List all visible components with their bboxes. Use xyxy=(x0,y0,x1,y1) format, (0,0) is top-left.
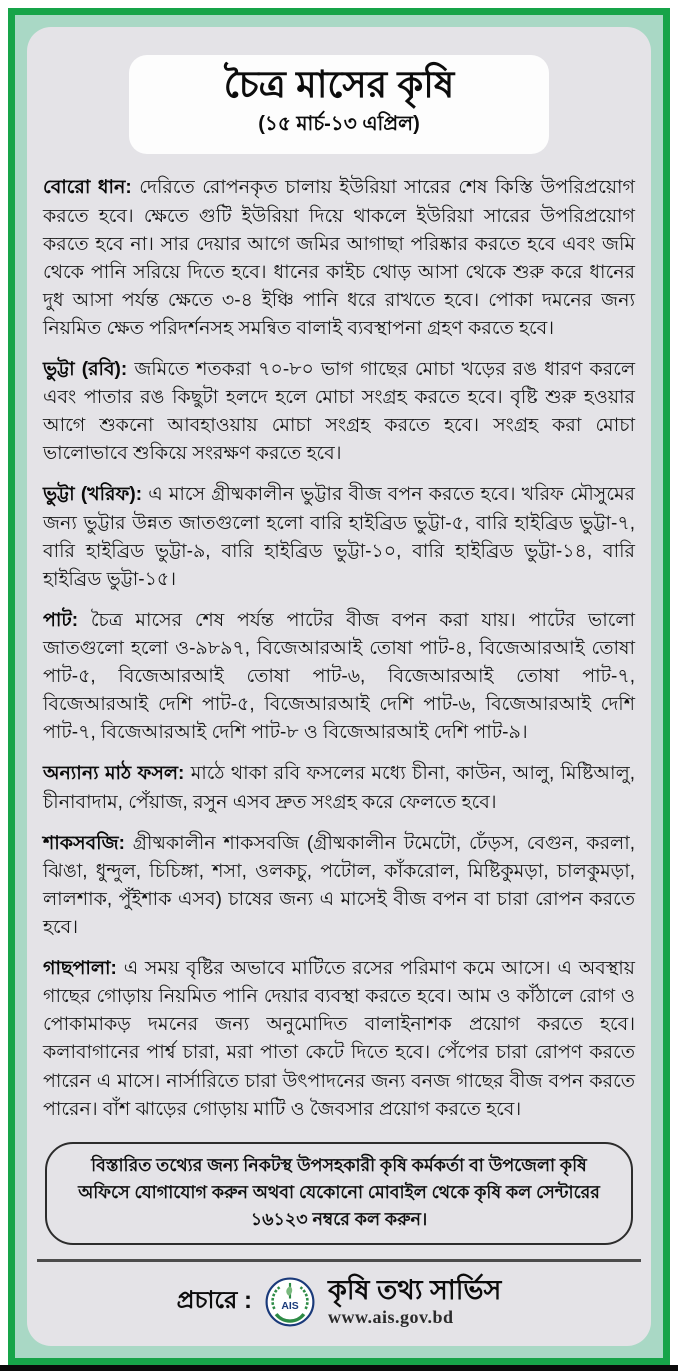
section-body: চৈত্র মাসের শেষ পর্যন্ত পাটের বীজ বপন করা যায়। পাটের ভালো জাতগুলো হলো ও-৯৮৯৭, বিজেআরআই তোষা পাট-৪, বিজেআরআই তোষা পাট-৫, বিজেআরআই তোষা পাট-৬, বিজেআরআই তোষা পাট-৭, বিজেআরআই দেশি পাট-৫, বিজেআরআই দেশি পাট-৬, বিজেআরআই দেশি পাট-৭, বিজেআরআই দেশি পাট-৮ ও বিজেআরআই দেশি পাট-৯। xyxy=(43,609,636,744)
section-body: এ সময় বৃষ্টির অভাবে মাটিতে রসের পরিমাণ কমে আসে। এ অবস্থায় গাছের গোড়ায় নিয়মিত পানি দেয়ার ব্যবস্থা করতে হবে। আম ও কাঁঠালে রোগ ও পোকামাকড় দমনের জন্য অনুমোদিত বালাইনাশক প্রয়োগ করতে হবে। কলাবাগানের পার্শ্ব চারা, মরা পাতা কেটে দিতে হবে। পেঁপের চারা রোপণ করতে পারেন এ মাসে। নার্সারিতে চারা উৎপাদনের জন্য বনজ গাছের বীজ বপন করতে পারেন। বাঁশ ঝাড়ের গোড়ায় মাটি ও জৈবসার প্রয়োগ করতে হবে। xyxy=(43,958,636,1120)
section-heading: ভুট্টা (খরিফ): xyxy=(43,484,143,506)
org-name: কৃষি তথ্য সার্ভিস xyxy=(327,1275,502,1306)
section-jute xyxy=(43,607,635,748)
contact-note-box xyxy=(45,1142,633,1245)
section-other-field-crops xyxy=(43,760,635,816)
contact-note-text: বিস্তারিত তথ্যের জন্য নিকটস্থ উপসহকারী কৃষি কর্মকর্তা বা উপজেলা কৃষি অফিসে যোগাযোগ করুন অথবা যেকোনো মোবাইল থেকে কৃষি কল সেন্টারের ১৬১২৩ নম্বরে কল করুন। xyxy=(78,1154,600,1230)
section-trees-plants xyxy=(43,955,635,1124)
section-maize-kharif xyxy=(43,481,635,593)
page-title: চৈত্র মাসের কৃষি xyxy=(223,64,455,105)
content-area xyxy=(27,27,651,1346)
section-maize-rabi xyxy=(43,356,635,468)
green-frame xyxy=(8,8,670,1365)
section-body: মাঠে থাকা রবি ফসলের মধ্যে চীনা, কাউন, আলু, মিষ্টিআলু, চীনাবাদাম, পেঁয়াজ, রসুন এসব দ্রুত সংগ্রহ করে ফেলতে হবে। xyxy=(43,763,636,813)
section-heading: পাট: xyxy=(43,609,79,631)
ais-logo-icon xyxy=(264,1276,316,1328)
section-heading: অন্যান্য মাঠ ফসল: xyxy=(43,763,185,785)
date-range-subtitle: (১৫ মার্চ-১৩ এপ্রিল) xyxy=(258,113,420,136)
section-heading: ভুট্টা (রবি): xyxy=(43,359,128,381)
svg-text:AIS: AIS xyxy=(281,1301,299,1313)
footer xyxy=(43,1270,635,1336)
section-heading: বোরো ধান: xyxy=(43,177,132,199)
section-heading: গাছপালা: xyxy=(43,958,117,980)
section-vegetables xyxy=(43,830,635,942)
bottom-black-bar xyxy=(0,1365,678,1371)
footer-divider xyxy=(37,1259,641,1262)
publisher-label: প্রচারে : xyxy=(176,1287,252,1315)
section-heading: শাকসবজি: xyxy=(43,832,125,854)
section-body: গ্রীষ্মকালীন শাকসবজি (গ্রীষ্মকালীন টমেটো, ঢেঁড়স, বেগুন, করলা, ঝিঙা, ধুন্দুল, চিচিঙ্গা, শসা, ওলকচু, পটোল, কাঁকরোল, মিষ্টিকুমড়া, চালকুমড়া, লালশাক, পুঁইশাক এসব) চাষের জন্য এ মাসেই বীজ বপন বা চারা রোপন করতে হবে। xyxy=(43,832,636,939)
org-block xyxy=(328,1276,501,1327)
section-body: জমিতে শতকরা ৭০-৮০ ভাগ গাছের মোচা খড়ের রঙ ধারণ করলে এবং পাতার রঙ কিছুটা হলদে হলে মোচা সংগ্রহ করতে হবে। বৃষ্টি শুরু হওয়ার আগে শুকনো আবহাওয়ায় মোচা সংগ্রহ করতে হবে। সংগ্রহ করা মোচা ভালোভাবে শুকিয়ে সংরক্ষণ করতে হবে। xyxy=(43,359,635,465)
section-boro-rice xyxy=(43,174,635,343)
section-body: এ মাসে গ্রীষ্মকালীন ভুট্টার বীজ বপন করতে হবে। খরিফ মৌসুমের জন্য ভুট্টার উন্নত জাতগুলো হলো বারি হাইব্রিড ভুট্টা-৫, বারি হাইব্রিড ভুট্টা-৭, বারি হাইব্রিড ভুট্টা-৯, বারি হাইব্রিড ভুট্টা-১০, বারি হাইব্রিড ভুট্টা-১৪, বারি হাইব্রিড ভুট্টা-১৫। xyxy=(43,484,635,590)
section-body: দেরিতে রোপনকৃত চালায় ইউরিয়া সারের শেষ কিস্তি উপরিপ্রয়োগ করতে হবে। ক্ষেতে গুটি ইউরিয়া দিয়ে থাকলে ইউরিয়া সারের উপরিপ্রয়োগ করতে হবে না। সার দেয়ার আগে জমির আগাছা পরিষ্কার করতে হবে এবং জমি থেকে পানি সরিয়ে দিতে হবে। ধানের কাইচ থোড় আসা থেকে শুরু করে ধানের দুধ আসা পর্যন্ত ক্ষেতে ৩-৪ ইঞ্চি পানি ধরে রাখতে হবে। পোকা দমনের জন্য নিয়মিত ক্ষেত পরিদর্শনসহ সমন্বিত বালাই ব্যবস্থাপনা গ্রহণ করতে হবে। xyxy=(43,177,636,339)
website-url: www.ais.gov.bd xyxy=(327,1306,454,1327)
title-box xyxy=(129,55,549,154)
